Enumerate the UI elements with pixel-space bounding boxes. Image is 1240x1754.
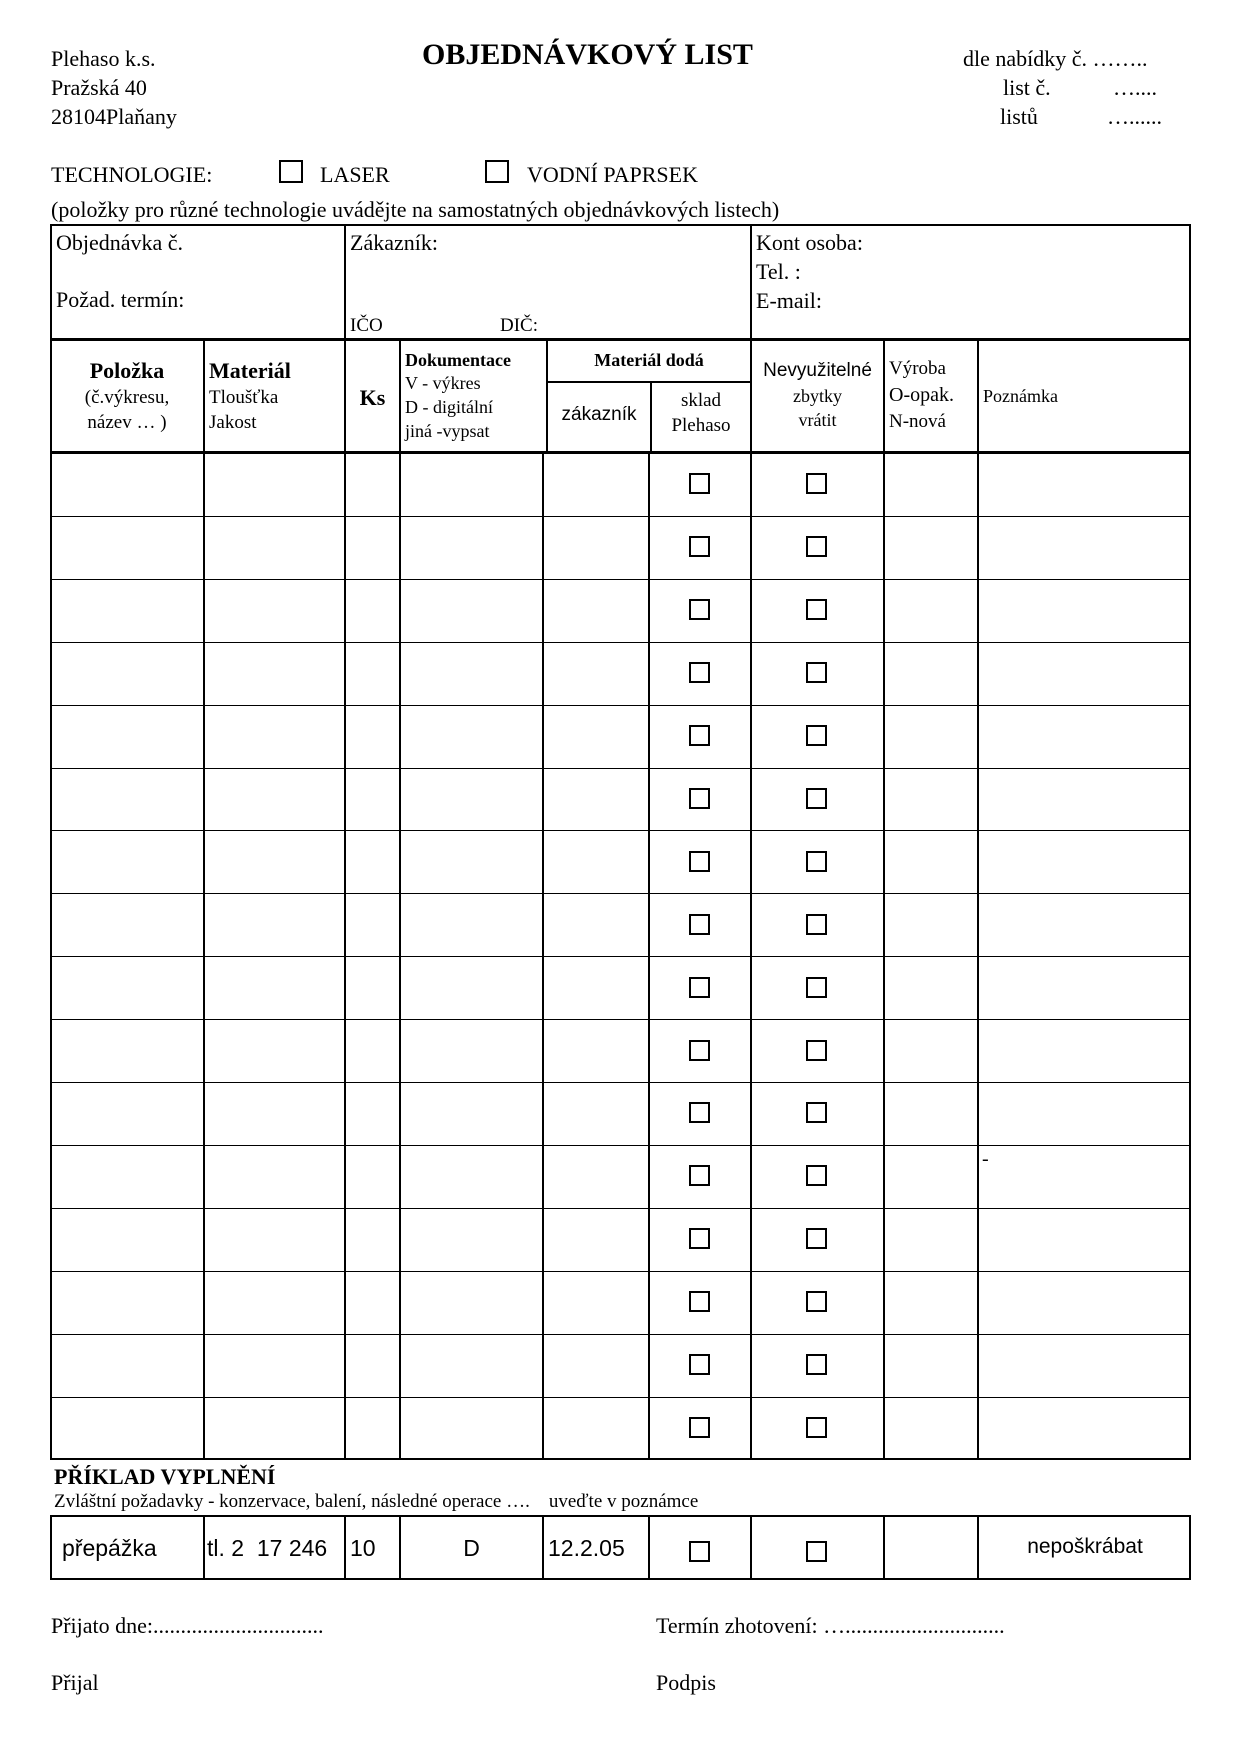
stock-checkbox[interactable] [689, 1040, 710, 1061]
table-row-separator [50, 956, 1191, 957]
sheet-count-value: …...... [1107, 104, 1162, 129]
stock-checkbox[interactable] [689, 914, 710, 935]
col-note: Poznámka [983, 386, 1058, 406]
col-item-sub1: (č.výkresu, [84, 387, 170, 408]
col-material-title: Materiál [209, 358, 291, 383]
items-table [50, 339, 1191, 1460]
stock-checkbox[interactable] [689, 473, 710, 494]
company-city: 28104Plaňany [51, 104, 177, 129]
table-row-separator [50, 1019, 1191, 1020]
company-street: Pražská 40 [51, 75, 147, 100]
table-row-separator [50, 705, 1191, 706]
sheet-number-label: list č. [1003, 75, 1051, 100]
stock-checkbox[interactable] [689, 1291, 710, 1312]
leftover-checkbox[interactable] [806, 1354, 827, 1375]
dic-label: DIČ: [500, 315, 538, 336]
leftover-checkbox[interactable] [806, 473, 827, 494]
phone-label: Tel. : [756, 259, 801, 284]
table-row-separator [50, 1208, 1191, 1209]
leftover-checkbox[interactable] [806, 1040, 827, 1061]
customer-label: Zákazník: [350, 230, 438, 255]
water-jet-label: VODNÍ PAPRSEK [527, 162, 698, 187]
col-production3: N-nová [889, 411, 946, 432]
sheet-number-value: ….... [1113, 75, 1157, 100]
table-row-separator [50, 1334, 1191, 1335]
example-item: přepážka [62, 1535, 157, 1561]
stock-checkbox[interactable] [689, 725, 710, 746]
received-date: Přijato dne:............................... [51, 1613, 324, 1638]
stock-checkbox[interactable] [689, 1165, 710, 1186]
leftover-checkbox[interactable] [806, 977, 827, 998]
col-supplied-title: Materiál dodá [594, 350, 704, 370]
example-stock-checkbox[interactable] [689, 1541, 710, 1562]
col-leftover3: vrátit [798, 410, 837, 430]
completion-date: Termín zhotovení: …............................. [656, 1613, 1005, 1638]
leftover-checkbox[interactable] [806, 1102, 827, 1123]
table-row-separator [50, 516, 1191, 517]
col-material-sub2: Jakost [209, 412, 257, 433]
table-row-separator [50, 1271, 1191, 1272]
received-by: Přijal [51, 1670, 99, 1695]
email-label: E-mail: [756, 288, 822, 313]
stock-checkbox[interactable] [689, 977, 710, 998]
example-ks: 10 [350, 1535, 376, 1561]
col-production2: O-opak. [889, 384, 954, 406]
example-heading: PŘÍKLAD VYPLNĚNÍ [54, 1464, 276, 1489]
document-title: OBJEDNÁVKOVÝ LIST [422, 38, 753, 71]
leftover-checkbox[interactable] [806, 1291, 827, 1312]
example-date: 12.2.05 [548, 1535, 625, 1561]
technology-label: TECHNOLOGIE: [51, 162, 213, 187]
col-item-title: Položka [89, 358, 165, 383]
leftover-checkbox[interactable] [806, 851, 827, 872]
water-jet-checkbox[interactable] [485, 160, 509, 183]
col-doc-title: Dokumentace [405, 350, 511, 370]
stock-checkbox[interactable] [689, 662, 710, 683]
table-row-separator [50, 1082, 1191, 1083]
col-production1: Výroba [889, 358, 946, 379]
sheet-count-label: listů [1000, 104, 1038, 129]
col-ks: Ks [359, 385, 386, 410]
example-note: nepoškrábat [1027, 1535, 1143, 1558]
ico-label: IČO [350, 315, 383, 336]
leftover-checkbox[interactable] [806, 536, 827, 557]
stock-checkbox[interactable] [689, 1228, 710, 1249]
leftover-checkbox[interactable] [806, 914, 827, 935]
stock-checkbox[interactable] [689, 1417, 710, 1438]
laser-checkbox[interactable] [279, 160, 303, 183]
stock-checkbox[interactable] [689, 851, 710, 872]
col-supplied-stock1: sklad [680, 390, 722, 411]
table-row-separator [50, 1145, 1191, 1146]
col-item-sub2: název … ) [87, 412, 167, 433]
col-supplied-stock2: Plehaso [671, 415, 731, 436]
stock-checkbox[interactable] [689, 1102, 710, 1123]
col-doc-line2: D - digitální [405, 397, 493, 417]
table-row-separator [50, 1397, 1191, 1398]
leftover-checkbox[interactable] [806, 599, 827, 620]
leftover-checkbox[interactable] [806, 662, 827, 683]
leftover-checkbox[interactable] [806, 788, 827, 809]
company-name: Plehaso k.s. [51, 46, 156, 71]
example-doc: D [463, 1535, 480, 1561]
leftover-checkbox[interactable] [806, 1165, 827, 1186]
table-row-separator [50, 579, 1191, 580]
example-leftover-checkbox[interactable] [806, 1541, 827, 1562]
example-subnote: Zvláštní požadavky - konzervace, balení, následné operace …. uveďte v poznámce [54, 1491, 699, 1512]
leftover-checkbox[interactable] [806, 1417, 827, 1438]
leftover-checkbox[interactable] [806, 1228, 827, 1249]
order-header-box [50, 224, 1191, 340]
signature: Podpis [656, 1670, 716, 1695]
col-leftover1: Nevyužitelné [763, 360, 872, 381]
contact-person-label: Kont osoba: [756, 230, 863, 255]
stock-checkbox[interactable] [689, 536, 710, 557]
stock-checkbox[interactable] [689, 1354, 710, 1375]
col-doc-line3: jiná -vypsat [405, 421, 490, 441]
stock-checkbox[interactable] [689, 788, 710, 809]
stock-checkbox[interactable] [689, 599, 710, 620]
required-date-label: Požad. termín: [56, 287, 185, 312]
table-row-separator [50, 768, 1191, 769]
example-material: tl. 2 17 246 [207, 1535, 328, 1561]
technology-note: (položky pro různé technologie uvádějte na samostatných objednávkových listech) [51, 197, 780, 222]
leftover-checkbox[interactable] [806, 725, 827, 746]
col-leftover2: zbytky [793, 386, 842, 406]
col-doc-line1: V - výkres [405, 373, 481, 393]
table-row-separator [50, 642, 1191, 643]
col-supplied-customer: zákazník [561, 404, 637, 425]
col-material-sub1: Tloušťka [209, 387, 279, 408]
offer-number-label: dle nabídky č. …….. [963, 46, 1148, 71]
table-row-separator [50, 830, 1191, 831]
table-row-separator [50, 893, 1191, 894]
stray-mark: - [982, 1148, 989, 1170]
order-number-label: Objednávka č. [56, 230, 184, 255]
laser-label: LASER [320, 162, 390, 187]
